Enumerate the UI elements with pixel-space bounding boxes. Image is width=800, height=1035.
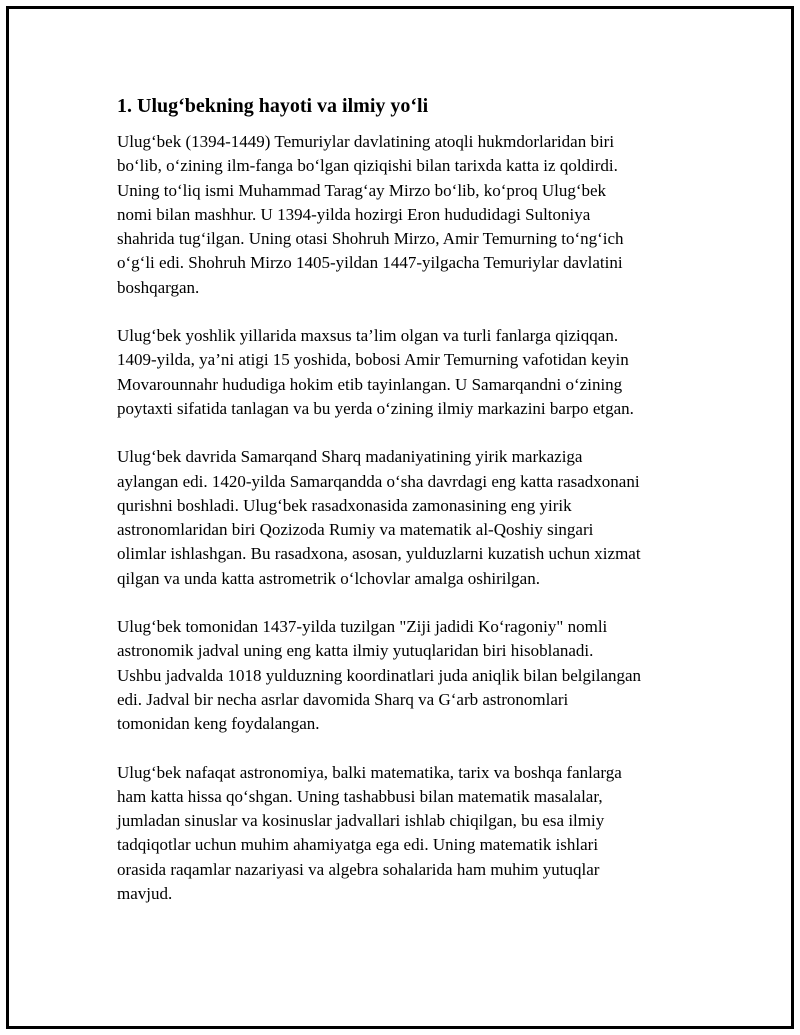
text-line: orasida raqamlar nazariyasi va algebra sohalarida ham muhim yutuqlar [117, 859, 600, 879]
text-line: qurishni boshladi. Ulug‘bek rasadxonasida zamonasining eng yirik [117, 495, 572, 515]
paragraph-5 [117, 761, 697, 907]
text-line: edi. Jadval bir necha asrlar davomida Sharq va G‘arb astronomlari [117, 689, 569, 709]
text-line: astronomik jadval uning eng katta ilmiy yutuqlaridan biri hisoblanadi. [117, 641, 594, 661]
paragraph-3 [117, 445, 697, 591]
text-line: jumladan sinuslar va kosinuslar jadvallari ishlab chiqilgan, bu esa ilmiy [117, 811, 605, 831]
text-line: poytaxti sifatida tanlagan va bu yerda o‘zining ilmiy markazini barpo etgan. [117, 398, 634, 418]
text-line: boshqargan. [117, 277, 200, 297]
paragraph-1 [117, 130, 697, 300]
text-line: 1409-yilda, ya’ni atigi 15 yoshida, bobosi Amir Temurning vafotidan keyin [117, 350, 629, 370]
text-line: shahrida tug‘ilgan. Uning otasi Shohruh Mirzo, Amir Temurning to‘ng‘ich [117, 229, 624, 249]
text-line: o‘g‘li edi. Shohruh Mirzo 1405-yildan 1447-yilgacha Temuriylar davlatini [117, 253, 623, 273]
text-line: Ulug‘bek nafaqat astronomiya, balki matematika, tarix va boshqa fanlarga [117, 762, 622, 782]
text-line: Ushbu jadvalda 1018 yulduzning koordinatlari juda aniqlik bilan belgilangan [117, 665, 642, 685]
text-line: tomonidan keng foydalangan. [117, 714, 320, 734]
text-line: olimlar ishlashgan. Bu rasadxona, asosan, yulduzlarni kuzatish uchun xizmat [117, 544, 641, 564]
paragraph-list [117, 130, 697, 906]
text-line: astronomlaridan biri Qozizoda Rumiy va matematik al-Qoshiy singari [117, 520, 594, 540]
text-line: qilgan va unda katta astrometrik o‘lchovlar amalga oshirilgan. [117, 568, 540, 588]
text-line: ham katta hissa qo‘shgan. Uning tashabbusi bilan matematik masalalar, [117, 786, 603, 806]
section-heading: 1. Ulug‘bekning hayoti va ilmiy yo‘li [117, 95, 429, 117]
paragraph-4 [117, 615, 697, 736]
text-line: mavjud. [117, 884, 173, 904]
paragraph-2 [117, 324, 697, 421]
text-line: bo‘lib, o‘zining ilm-fanga bo‘lgan qiziqishi bilan tarixda katta iz qoldirdi. [117, 156, 618, 176]
text-line: aylangan edi. 1420-yilda Samarqandda o‘sha davrdagi eng katta rasadxonani [117, 471, 640, 491]
text-line: Ulug‘bek davrida Samarqand Sharq madaniyatining yirik markaziga [117, 447, 583, 467]
text-line: tadqiqotlar uchun muhim ahamiyatga ega edi. Uning matematik ishlari [117, 835, 599, 855]
text-line: Ulug‘bek yoshlik yillarida maxsus ta’lim olgan va turli fanlarga qiziqqan. [117, 326, 619, 346]
text-line: Ulug‘bek tomonidan 1437-yilda tuzilgan "Ziji jadidi Ko‘ragoniy" nomli [117, 617, 608, 637]
text-line: Ulug‘bek (1394-1449) Temuriylar davlatining atoqli hukmdorlaridan biri [117, 132, 615, 151]
document-body [117, 92, 697, 930]
text-line: Movarounnahr hududiga hokim etib tayinlangan. U Samarqandni o‘zining [117, 374, 623, 394]
text-line: nomi bilan mashhur. U 1394-yilda hozirgi Eron hududidagi Sultoniya [117, 204, 591, 224]
text-line: Uning to‘liq ismi Muhammad Tarag‘ay Mirzo bo‘lib, ko‘proq Ulug‘bek [117, 180, 607, 200]
